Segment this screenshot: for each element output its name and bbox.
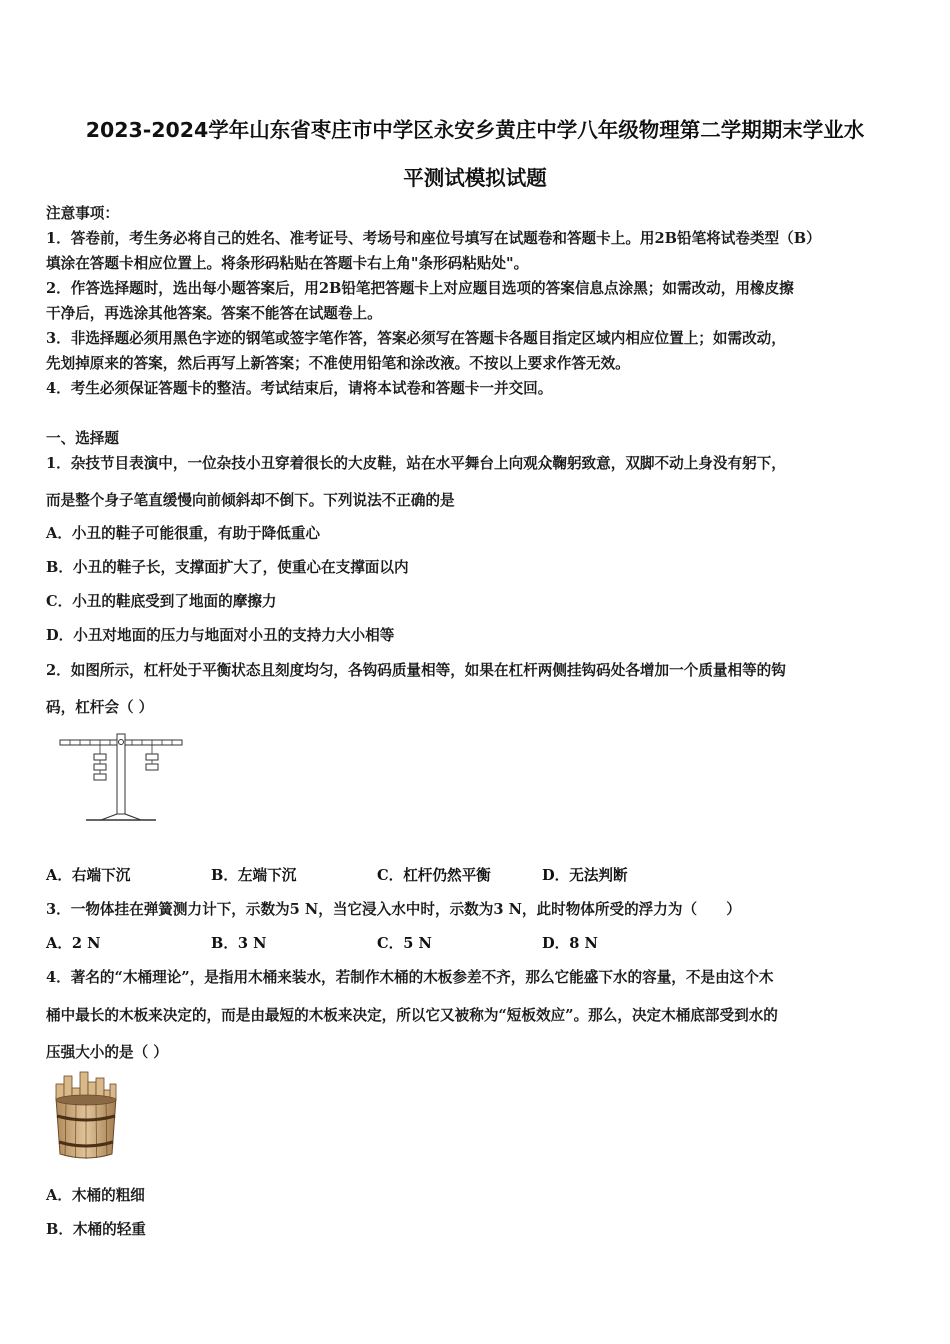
- q1-stem: 1．杂技节目表演中，一位杂技小丑穿着很长的大皮鞋，站在水平舞台上向观众鞠躬致意，双脚不动上身没有躬下，: [46, 455, 786, 472]
- wooden-bucket-figure: [50, 1070, 122, 1162]
- q4-stem: 桶中最长的木板来决定的，而是由最短的木板来决定，所以它又被称为“短板效应”。那么，决定木桶底部受到水的: [46, 1007, 778, 1024]
- q3-option-b: B．3 N: [211, 935, 267, 952]
- notice-line: 填涂在答题卡相应位置上。将条形码粘贴在答题卡右上角"条形码粘贴处"。: [46, 255, 529, 272]
- title-line-1: 2023-2024学年山东省枣庄市中学区永安乡黄庄中学八年级物理第二学期期末学业水: [85, 118, 865, 142]
- q3-option-a: A．2 N: [46, 935, 101, 952]
- q4-option-b: B．木桶的轻重: [46, 1221, 146, 1238]
- q1-option-b: B．小丑的鞋子长，支撑面扩大了，使重心在支撑面以内: [46, 559, 409, 576]
- q2-option-a: A．右端下沉: [46, 867, 131, 884]
- q2-stem: 2．如图所示，杠杆处于平衡状态且刻度均匀，各钩码质量相等，如果在杠杆两侧挂钩码处各增加一个质量相等的钩: [46, 662, 786, 679]
- q3-option-c: C．5 N: [377, 935, 432, 952]
- q4-stem: 压强大小的是（ ）: [46, 1044, 168, 1061]
- q4-stem: 4．著名的“木桶理论”，是指用木桶来装水，若制作木桶的木板参差不齐，那么它能盛下水的容量，不是由这个木: [46, 969, 774, 986]
- q2-stem: 码，杠杆会（ ）: [46, 699, 154, 716]
- q3-options: [46, 932, 746, 952]
- q2-option-b: B．左端下沉: [211, 867, 297, 884]
- notice-line: 4．考生必须保证答题卡的整洁。考试结束后，请将本试卷和答题卡一并交回。: [46, 380, 553, 397]
- q3-option-d: D．8 N: [542, 935, 598, 952]
- title-line-2: 平测试模拟试题: [403, 166, 547, 190]
- q3-stem: 3．一物体挂在弹簧测力计下，示数为5 N，当它浸入水中时，示数为3 N，此时物体所受的浮力为（ ）: [46, 901, 741, 918]
- q1-option-d: D．小丑对地面的压力与地面对小丑的支持力大小相等: [46, 627, 395, 644]
- q2-options: [46, 864, 746, 884]
- q1-stem: 而是整个身子笔直缓慢向前倾斜却不倒下。下列说法不正确的是: [46, 492, 455, 509]
- q2-option-d: D．无法判断: [542, 867, 628, 884]
- notice-line: 1．答卷前，考生务必将自己的姓名、准考证号、考场号和座位号填写在试题卷和答题卡上。用2B铅笔将试卷类型（B）: [46, 230, 821, 247]
- section-heading: 一、选择题: [46, 430, 119, 447]
- q1-option-a: A．小丑的鞋子可能很重，有助于降低重心: [46, 525, 321, 542]
- notice-line: 3．非选择题必须用黑色字迹的钢笔或签字笔作答，答案必须写在答题卡各题目指定区域内相应位置上；如需改动，: [46, 330, 786, 347]
- q4-option-a: A．木桶的粗细: [46, 1187, 145, 1204]
- q2-option-c: C．杠杆仍然平衡: [377, 867, 491, 884]
- notice-line: 先划掉原来的答案，然后再写上新答案；不准使用铅笔和涂改液。不按以上要求作答无效。: [46, 355, 630, 372]
- notice-line: 干净后，再选涂其他答案。答案不能答在试题卷上。: [46, 305, 382, 322]
- lever-figure: [56, 730, 186, 826]
- q1-option-c: C．小丑的鞋底受到了地面的摩擦力: [46, 593, 277, 610]
- notice-line: 2．作答选择题时，选出每小题答案后，用2B铅笔把答题卡上对应题目选项的答案信息点涂黑；如需改动，用橡皮擦: [46, 280, 794, 297]
- notice-heading: 注意事项：: [46, 205, 119, 222]
